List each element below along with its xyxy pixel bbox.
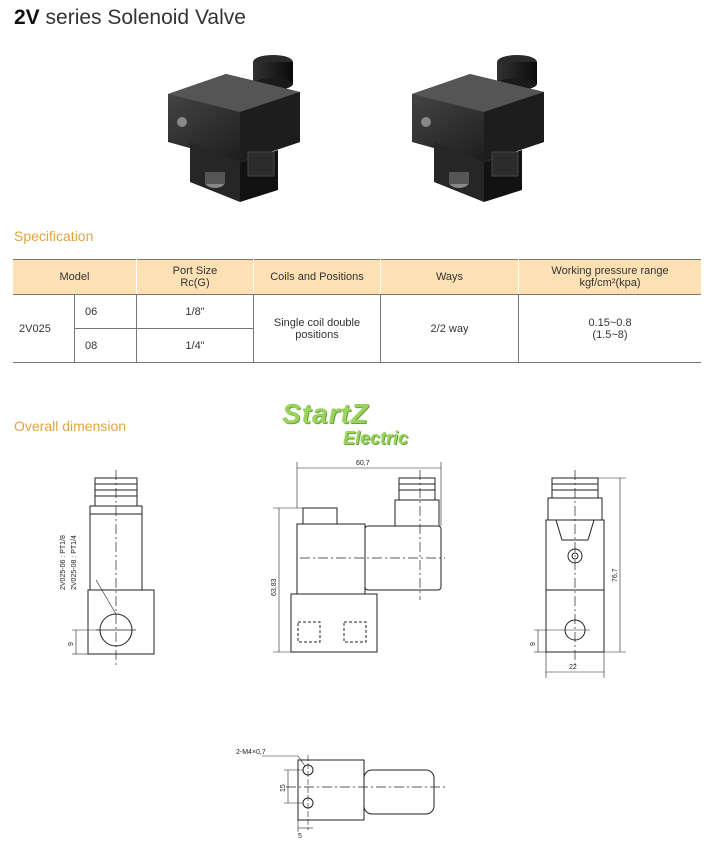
port-label-06: 2V025-06 : PT1/8 — [60, 535, 67, 590]
header-pressure-line2: kgf/cm²(kpa) — [579, 277, 641, 289]
dim-76-7: 76,7 — [612, 568, 619, 582]
front-view — [273, 462, 445, 652]
header-ways: Ways — [381, 260, 519, 295]
left-side-view — [72, 470, 154, 665]
header-port-size-line1: Port Size — [172, 265, 218, 277]
watermark-line2: Electric — [343, 428, 409, 448]
header-model: Model — [13, 260, 137, 295]
bottom-view — [262, 755, 445, 832]
watermark-line1: StartZ — [282, 398, 369, 429]
cell-port-06: 1/8" — [137, 295, 254, 329]
dim-15: 15 — [280, 784, 287, 792]
header-port-size-line2: Rc(G) — [180, 277, 210, 289]
specification-heading: Specification — [14, 228, 94, 244]
cell-coils: Single coil double positions — [254, 295, 381, 363]
port-label-08: 2V025-08 : PT1/4 — [71, 535, 78, 590]
dim-m4: 2-M4×0,7 — [236, 749, 266, 756]
cell-pressure-line2: (1.5~8) — [592, 328, 628, 341]
dim-9-right: 9 — [530, 642, 537, 646]
cell-ways: 2/2 way — [381, 295, 519, 363]
dimension-heading: Overall dimension — [14, 418, 127, 434]
title-rest: series Solenoid Valve — [39, 6, 246, 29]
dim-9-left: 9 — [68, 642, 75, 646]
header-coils: Coils and Positions — [254, 260, 381, 295]
dim-22: 22 — [569, 664, 577, 671]
cell-model: 2V025 — [13, 295, 75, 363]
cell-sub-06: 06 — [75, 295, 137, 329]
dim-60-7: 60,7 — [356, 460, 370, 467]
cell-pressure-line1: 0.15~0.8 — [588, 316, 632, 329]
dim-5: 5 — [298, 833, 302, 840]
header-pressure-line1: Working pressure range — [551, 265, 669, 277]
title-bold: 2V — [14, 6, 40, 29]
dim-63-83: 63,83 — [271, 578, 278, 596]
cell-port-08: 1/4" — [137, 329, 254, 363]
cell-sub-08: 08 — [75, 329, 137, 363]
